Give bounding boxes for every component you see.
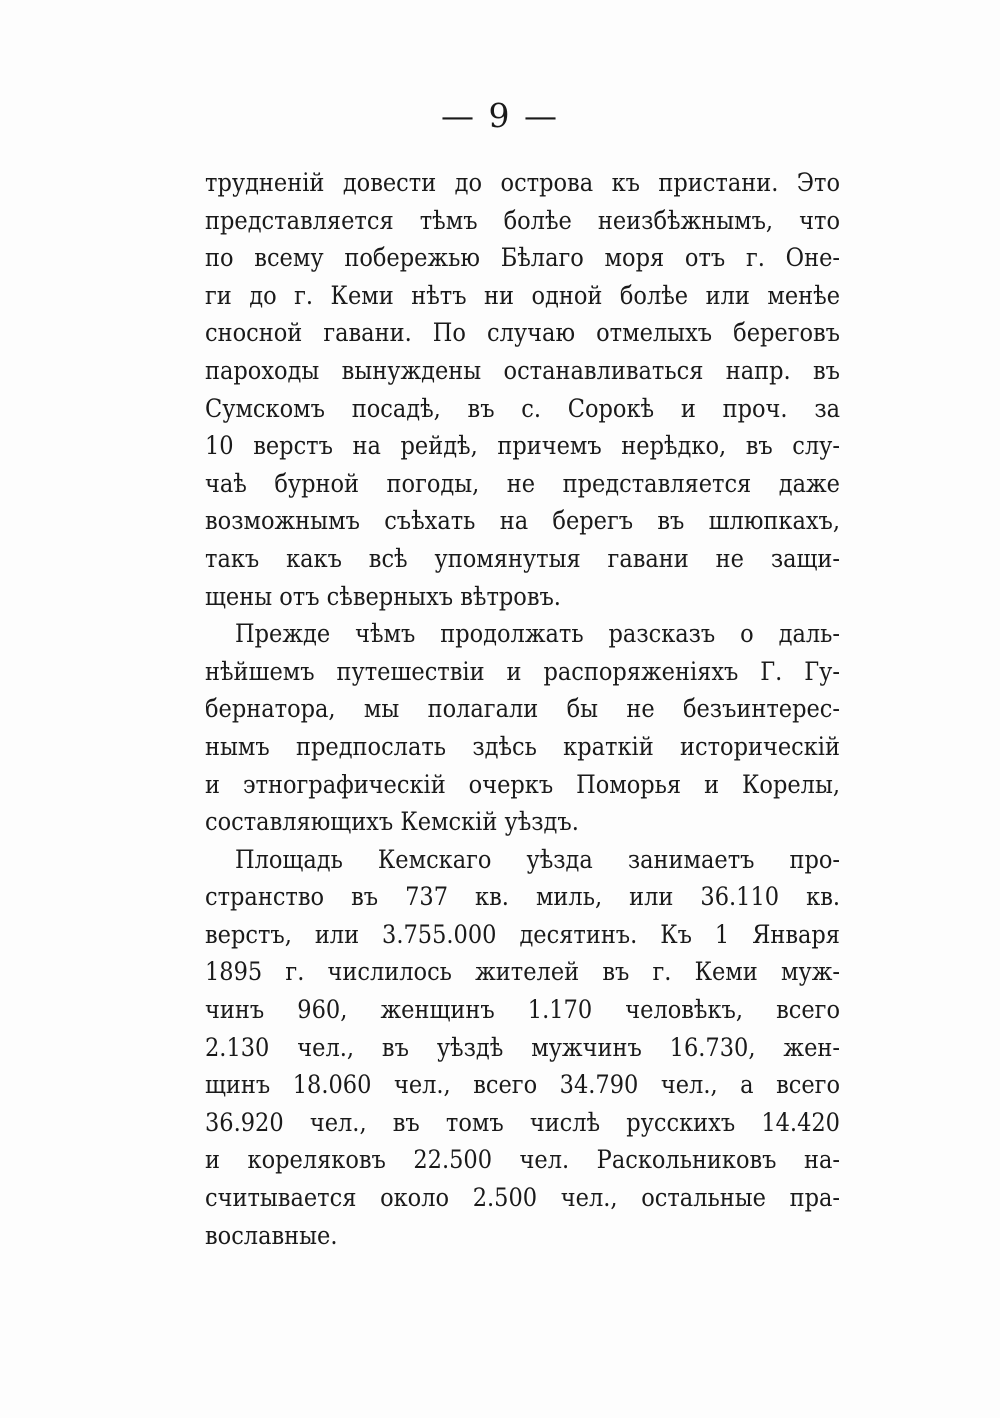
text-line: 2.130 чел., въ уѣздѣ мужчинъ 16.730, жен- [205,1032,840,1062]
text-line: 1895 г. числилось жителей въ г. Кеми муж- [205,957,840,987]
text-line: верстъ, или 3.755.000 десятинъ. Къ 1 Января [205,919,840,949]
text-line: считывается около 2.500 чел., остальные пра- [205,1183,840,1213]
text-line: 10 верстъ на рейдѣ, причемъ нерѣдко, въ слу- [205,431,840,461]
paragraph-2 [205,615,840,841]
text-line: Площадь Кемскаго уѣзда занимаетъ про- [235,844,840,874]
text-line: возможнымъ съѣхать на берегъ въ шлюпкахъ, [205,506,840,536]
text-line: вославные. [205,1220,338,1250]
text-line: трудненій довести до острова къ пристани. Это [205,168,840,197]
paragraph-1 [205,164,840,615]
text-line: щинъ 18.060 чел., всего 34.790 чел., а всего [205,1070,840,1100]
text-line: ги до г. Кеми нѣтъ ни одной болѣе или менѣе [205,280,840,310]
text-line: щены отъ сѣверныхъ вѣтровъ. [205,581,561,611]
text-line: странство въ 737 кв. миль, или 36.110 кв. [205,882,840,912]
text-line: нымъ предпослать здѣсь краткій историческій [205,731,840,761]
text-line: такъ какъ всѣ упомянутыя гавани не защи- [205,543,840,573]
text-line: нѣйшемъ путешествіи и распоряженіяхъ Г. Гу- [205,656,840,686]
page-number: — 9 — [441,96,559,135]
text-line: Прежде чѣмъ продолжать разсказъ о даль- [235,619,840,649]
text-line: бернатора, мы полагали бы не безъинтерес- [205,694,840,724]
text-line: по всему побережью Бѣлаго моря отъ г. Оне- [205,243,840,273]
text-line: чинъ 960, женщинъ 1.170 человѣкъ, всего [205,995,840,1025]
text-line: Сумскомъ посадѣ, въ с. Сорокѣ и проч. за [205,393,840,423]
text-line: и кореляковъ 22.500 чел. Раскольниковъ на- [205,1145,840,1175]
text-line: составляющихъ Кемскій уѣздъ. [205,807,579,837]
text-line: представляется тѣмъ болѣе неизбѣжнымъ, что [205,205,840,235]
text-line: и этнографическій очеркъ Поморья и Корелы, [205,769,840,799]
text-line: пароходы вынуждены останавливаться напр. въ [205,355,840,385]
text-line: сносной гавани. По случаю отмелыхъ береговъ [205,318,840,348]
text-line: чаѣ бурной погоды, не представляется даже [205,468,840,498]
paragraph-3 [205,841,840,1255]
body-text [205,164,840,1254]
text-line: 36.920 чел., въ томъ числѣ русскихъ 14.420 [205,1107,840,1137]
